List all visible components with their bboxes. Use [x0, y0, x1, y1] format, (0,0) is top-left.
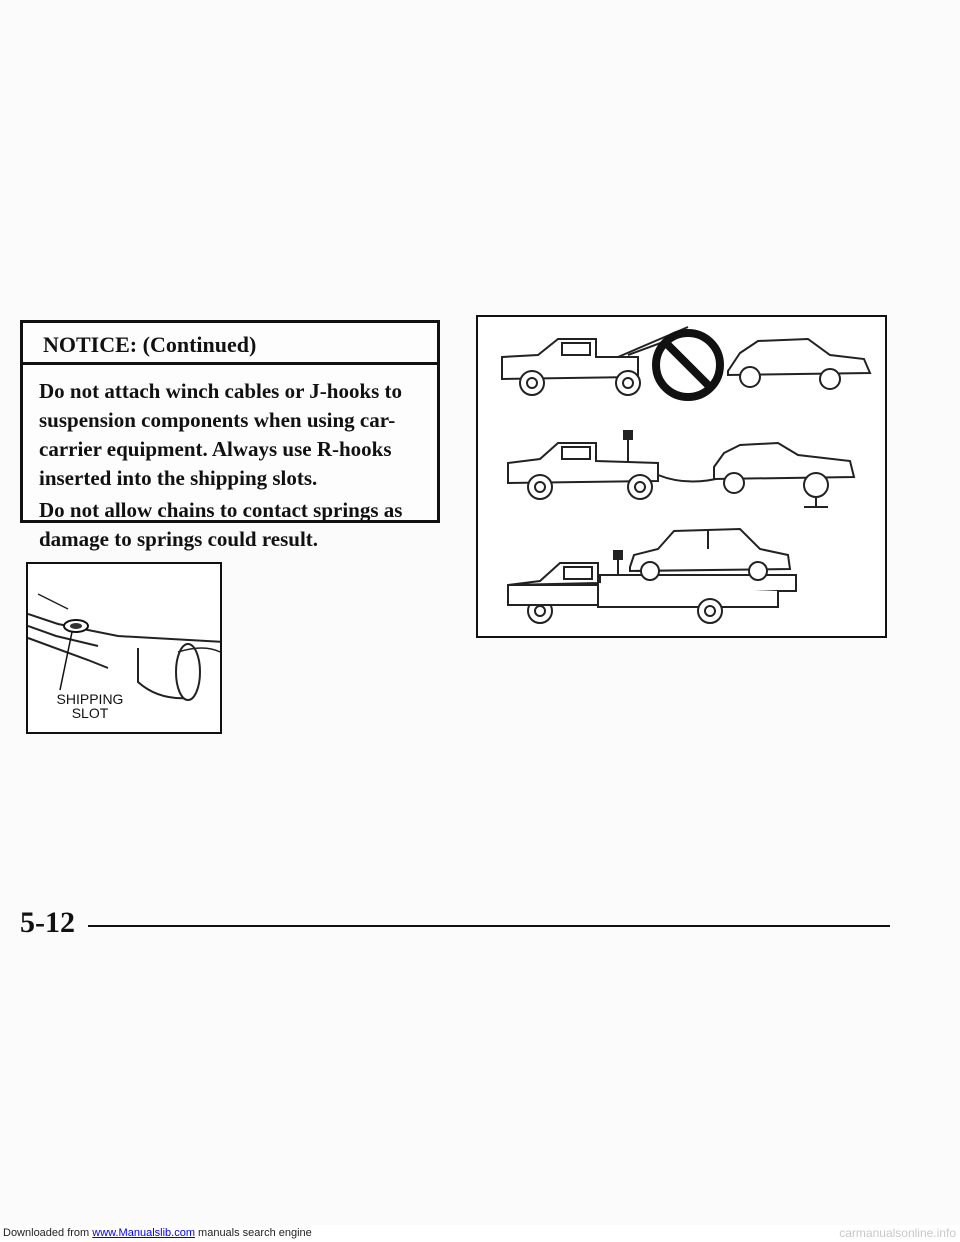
- sedan-icon: [728, 339, 870, 389]
- prohibited-sign-icon: [656, 333, 720, 397]
- towing-methods-illustration: [478, 317, 885, 636]
- shipping-slot-figure: [26, 562, 222, 734]
- footer-rule: [88, 925, 890, 927]
- manualslib-link[interactable]: www.Manualslib.com: [92, 1227, 195, 1239]
- sedan-icon: [714, 443, 854, 507]
- notice-heading: NOTICE: (Continued): [23, 323, 437, 365]
- watermark: carmanualsonline.info: [839, 1226, 956, 1240]
- footer-suffix: manuals search engine: [194, 1227, 312, 1239]
- notice-body: [23, 365, 437, 554]
- footer-prefix: Downloaded from: [3, 1227, 93, 1239]
- page-number: 5-12: [20, 906, 75, 939]
- sedan-icon: [630, 529, 790, 580]
- label-line-2: SLOT: [71, 705, 109, 721]
- notice-paragraph-2: Do not allow chains to contact springs as damage to springs could result.: [39, 498, 403, 551]
- notice-box: [20, 320, 440, 551]
- wheel-lift-truck-icon: [508, 431, 724, 499]
- towing-methods-figure: [476, 315, 887, 638]
- shipping-slot-label: [40, 692, 140, 720]
- label-line-1: SHIPPING: [56, 691, 124, 707]
- notice-paragraph-1: Do not attach winch cables or J-hooks to suspension components when using car-carrier equipment. Always use R-hooks inserted into the shipping slots.: [39, 379, 403, 490]
- download-footer: [0, 1225, 960, 1242]
